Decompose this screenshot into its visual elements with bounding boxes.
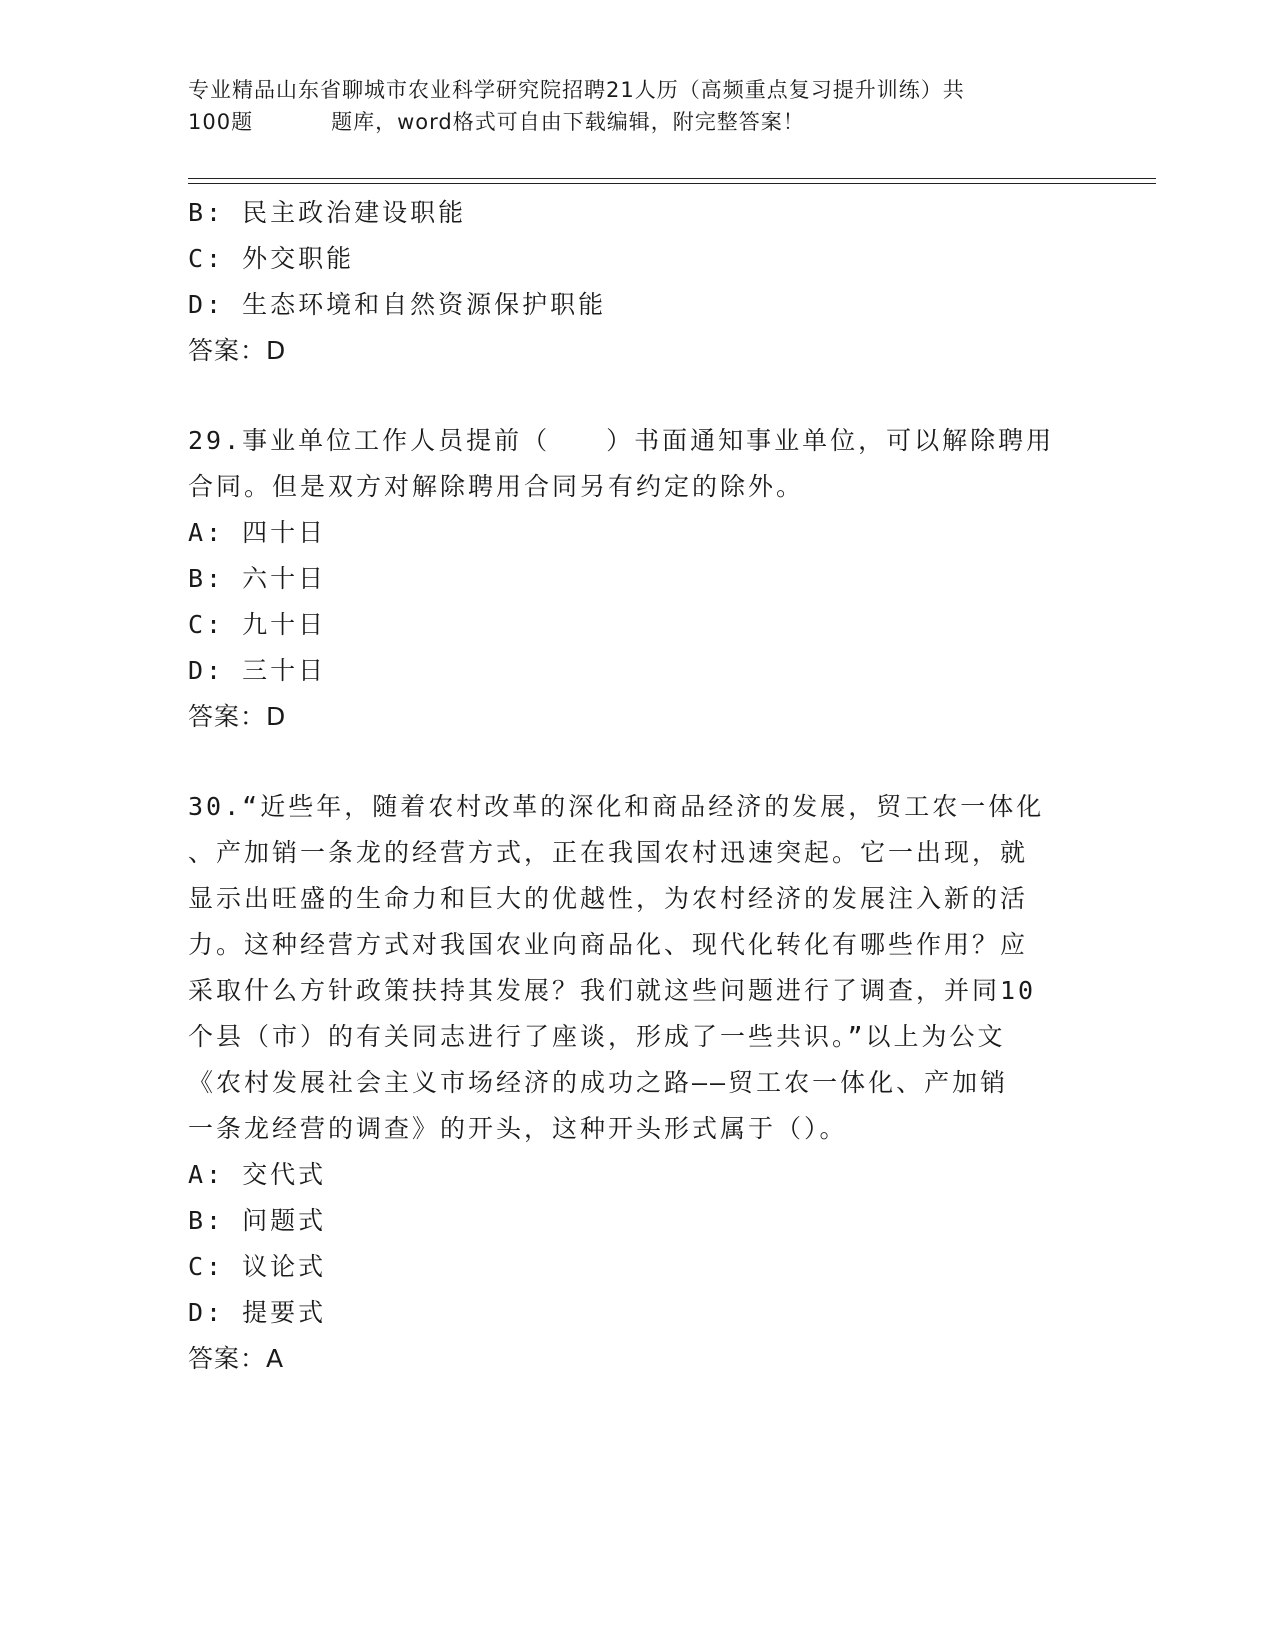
- question-text-line: 一条龙经营的调查》的开头，这种开头形式属于（）。: [188, 1114, 848, 1143]
- answer: 答案：D: [188, 702, 287, 731]
- option-c: C: 九十日: [188, 610, 327, 639]
- document-header: [188, 74, 1088, 138]
- question-text-line: 个县（市）的有关同志进行了座谈，形成了一些共识。”以上为公文: [188, 1022, 1006, 1051]
- header-rule-top: [188, 178, 1156, 179]
- question-29: [188, 418, 1088, 740]
- question-text-line: 合同。但是双方对解除聘用合同另有约定的除外。: [188, 472, 805, 501]
- header-line-2-part-b: 题库，word格式可自由下载编辑，附完整答案！: [331, 110, 805, 134]
- option-b: B: 民主政治建设职能: [188, 198, 467, 227]
- option-b: B: 问题式: [188, 1206, 327, 1235]
- header-line-2-part-a: 100题: [188, 110, 254, 134]
- option-d: D: 提要式: [188, 1298, 327, 1327]
- option-a: A: 交代式: [188, 1160, 327, 1189]
- option-d: D: 三十日: [188, 656, 327, 685]
- header-line-2: [188, 106, 1088, 138]
- option-d: D: 生态环境和自然资源保护职能: [188, 290, 607, 319]
- question-30: [188, 784, 1088, 1382]
- question-text-line: 力。这种经营方式对我国农业向商品化、现代化转化有哪些作用？应: [188, 930, 1029, 959]
- option-b: B: 六十日: [188, 564, 327, 593]
- question-text-line: 、产加销一条龙的经营方式，正在我国农村迅速突起。它一出现，就: [188, 838, 1029, 867]
- header-rule-bottom: [188, 183, 1156, 184]
- question-text-line: 29.事业单位工作人员提前（ ）书面通知事业单位，可以解除聘用: [188, 426, 1055, 455]
- question-text-line: 采取什么方针政策扶持其发展？我们就这些问题进行了调查，并同10: [188, 976, 1037, 1005]
- answer: 答案：A: [188, 1344, 285, 1373]
- option-c: C: 外交职能: [188, 244, 355, 273]
- header-line-1: 专业精品山东省聊城市农业科学研究院招聘21人历（高频重点复习提升训练）共: [188, 78, 965, 102]
- question-text-line: 30.“近些年，随着农村改革的深化和商品经济的发展，贸工农一体化: [188, 792, 1045, 821]
- question-text-line: 显示出旺盛的生命力和巨大的优越性，为农村经济的发展注入新的活: [188, 884, 1029, 913]
- question-text-line: 《农村发展社会主义市场经济的成功之路——贸工农一体化、产加销: [188, 1068, 1009, 1097]
- option-a: A: 四十日: [188, 518, 327, 547]
- prev-question-block: [188, 190, 1088, 374]
- option-c: C: 议论式: [188, 1252, 327, 1281]
- answer: 答案：D: [188, 336, 287, 365]
- document-body: [188, 190, 1088, 1382]
